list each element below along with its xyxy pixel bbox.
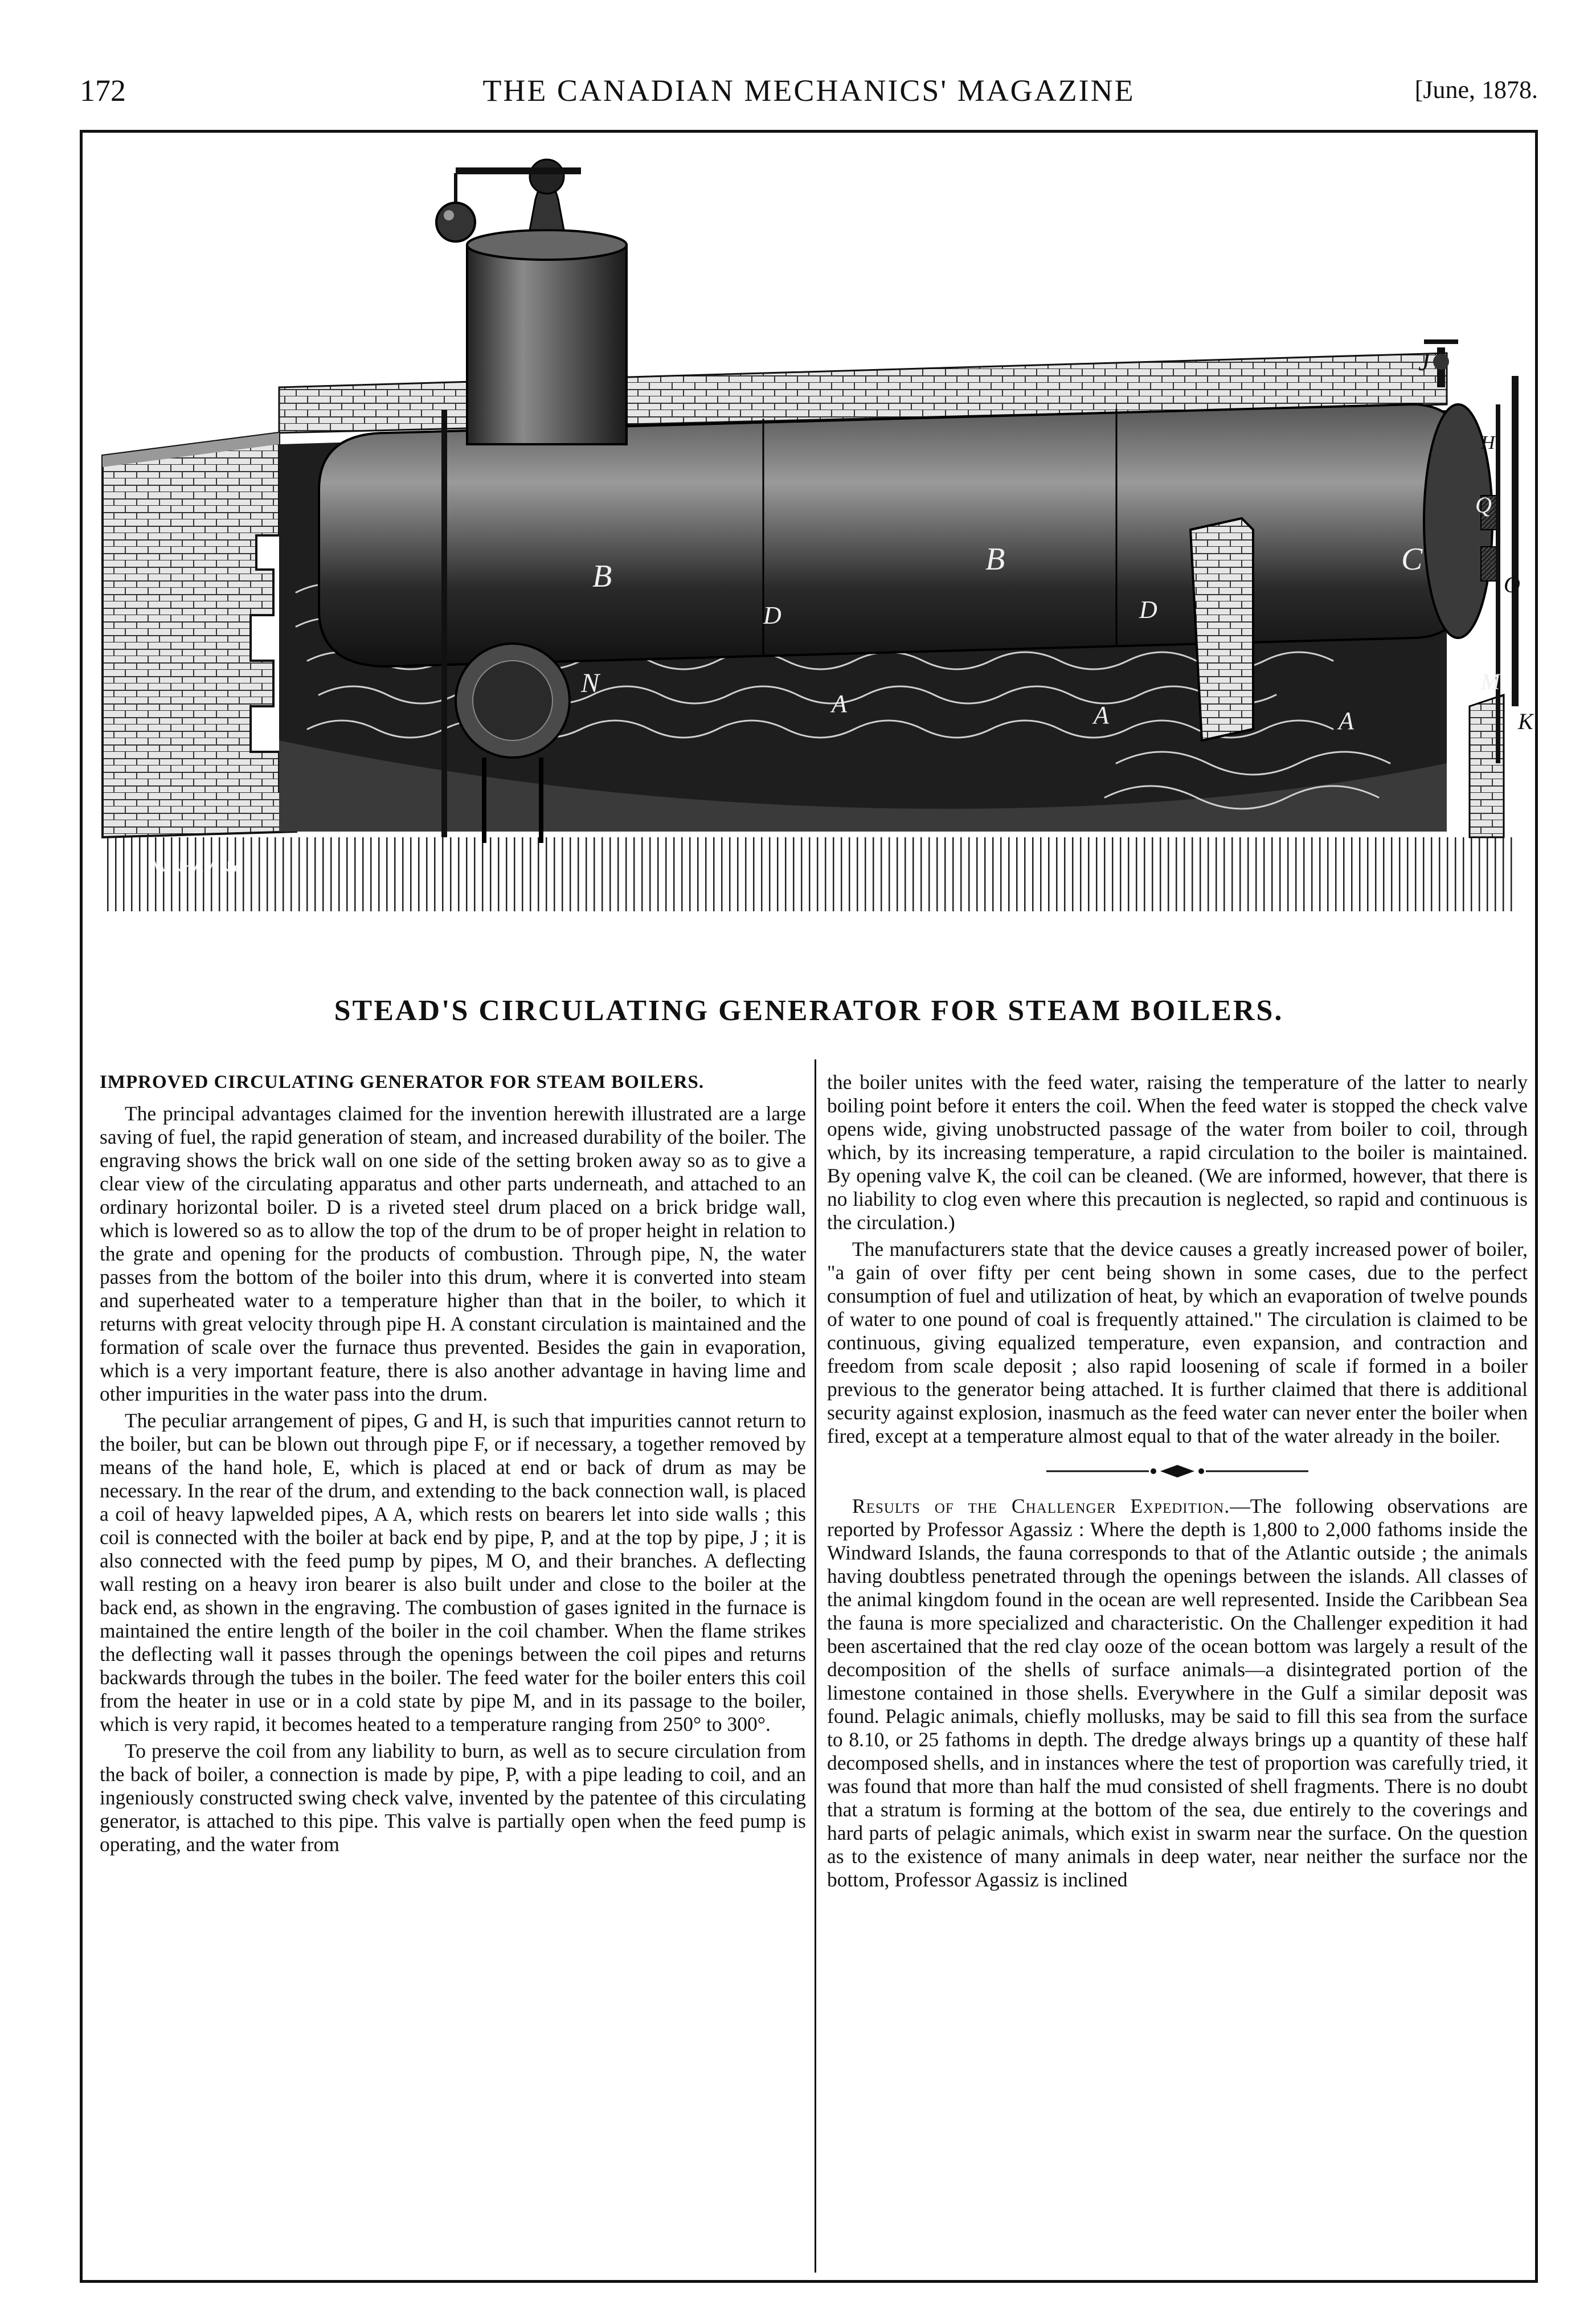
- label-j: J: [1418, 347, 1430, 376]
- steam-dome: [467, 159, 627, 444]
- article-paragraph: the boiler unites with the feed water, raising the temperature of the latter to nearly boiling point before it enters the coil. When the feed water is stopped the check valve opens wide, giving unobstructed passage of the water from boiler to coil, through which, by its increasing temperature, a rapid circulation to the boiler is maintained. By opening valve K, the coil can be cleaned. (We are informed, however, that there is no liability to clog even where this precaution is neglected, so rapid and continuous is the circulation.): [827, 1071, 1528, 1234]
- label-a3: A: [1339, 707, 1354, 735]
- label-k: K: [1518, 709, 1533, 734]
- engraver-signature: WINHAM.NY: [154, 858, 240, 875]
- issue-date: [June, 1878.: [1414, 76, 1538, 104]
- label-b2: B: [985, 542, 1005, 577]
- label-c: C: [1401, 542, 1423, 577]
- floor-hatching: [103, 837, 1515, 911]
- deflecting-wall: [1190, 518, 1253, 740]
- article-paragraph: The principal advantages claimed for the invention herewith illustrated are a large saving of fuel, the rapid generation of steam, and increased durability of the boiler. The engraving shows the brick wall on one side of the setting broken away so as to give a clear view of the circulating apparatus and other parts underneath, and attached to an ordinary horizontal boiler. D is a riveted steel drum placed on a brick bridge wall, which is lowered so as to allow the top of the drum to be of proper height in relation to the grate and opening for the products of combustion. Through pipe, N, the water passes from the bottom of the boiler into this drum, where it is converted into steam and superheated water to a temperature higher than that in the boiler, to which it returns with great velocity through pipe H. A constant circulation is maintained and the formation of scale over the furnace thus prevented. Besides the gain in evaporation, which is a very important feature, there is also another advantage in having lime and other impurities in the water pass into the drum.: [100, 1102, 806, 1405]
- results-title: Results of the Challenger Expedition.: [852, 1495, 1230, 1517]
- label-o: O: [1504, 572, 1520, 597]
- boiler-engraving: [91, 137, 1533, 968]
- results-body: —The following observations are reported by Professor Agassiz : Where the depth is 1,800 to 2,000 fathoms inside the Windward Islands, the fauna corresponds to that of the Atlantic outside ; the animals having doubtless penetrated through the openings between the islands. All classes of the animal kingdom found in the ocean are well represented. Inside the Caribbean Sea the fauna is more specialized and characteristic. On the Challenger expedition it had been ascertained that the red clay ooze of the ocean bottom was largely a result of the decomposition of the shells of surface animals—a disintegrated portion of the limestone contained in those shells. Everywhere in the Gulf a similar deposit was found. Pelagic animals, chiefly mollusks, may be said to fill this sea from the surface to 8.10, or 25 fathoms in depth. The dredge always brings up a quantity of these half decomposed shells, and in instances where the test of proportion was carefully tried, it was found that more than half the mud consisted of shell fragments. There is no doubt that a stratum is forming at the bottom of the sea, due entirely to the coverings and hard parts of pelagic animals, which exist in swarm near the surface. On the question as to the existence of many animals in deep water, near neither the surface nor the bottom, Professor Agassiz is inclined: [827, 1495, 1528, 1891]
- ornamental-divider: [1046, 1463, 1308, 1480]
- right-column: [827, 1071, 1528, 1892]
- page-number: 172: [80, 73, 126, 108]
- label-a1: A: [832, 690, 847, 718]
- page-header: [80, 73, 1538, 118]
- label-n: N: [581, 668, 600, 698]
- article-paragraph: The manufacturers state that the device causes a greatly increased power of boiler, "a gain of over fifty per cent being shown in some cases, due to the perfect consumption of fuel and utilization of heat, by which an evaporation of twelve pounds of water to one pound of coal is frequently attained." The circulation is claimed to be continuous, giving equalized temperature, even expansion, and contraction and freedom from scale deposit ; also rapid loosening of scale if formed in a boiler previous to the generator being attached. It is further claimed that there is additional security against explosion, inasmuch as the feed water can never enter the boiler when fired, except at a temperature almost equal to that of the water already in the boiler.: [827, 1238, 1528, 1447]
- label-q: Q: [1475, 492, 1492, 518]
- article-heading: IMPROVED CIRCULATING GENERATOR FOR STEAM BOILERS.: [100, 1072, 705, 1092]
- figure-caption: STEAD'S CIRCULATING GENERATOR FOR STEAM BOILERS.: [334, 994, 1284, 1027]
- label-h: H: [1481, 432, 1495, 453]
- magazine-title: THE CANADIAN MECHANICS' MAGAZINE: [482, 73, 1135, 108]
- results-paragraph: [827, 1495, 1528, 1892]
- article-paragraph: To preserve the coil from any liability to burn, as well as to secure circulation from the back of boiler, a connection is made by pipe, P, with a pipe leading to coil, and an ingeniously constructed swing check valve, invented by the patentee of this circulating generator, is attached to this pipe. This valve is partially open when the feed pump is operating, and the water from: [100, 1739, 806, 1856]
- column-divider: [815, 1059, 816, 2273]
- label-d2: D: [1139, 596, 1157, 624]
- label-a2: A: [1094, 701, 1109, 729]
- label-d1: D: [763, 601, 781, 629]
- article-paragraph: The peculiar arrangement of pipes, G and H, is such that impurities cannot return to the boiler, but can be blown out through pipe F, or if necessary, a together removed by means of the hand hole, E, which is placed at end or back of drum as may be necessary. In the rear of the drum, and extending to the back connection wall, is placed a coil of heavy lapwelded pipes, A A, which rests on bearers let into side walls ; this coil is connected with the boiler at back end by pipe, P, and at the top by pipe, J ; it is also connected with the feed pump by pipes, M O, and their branches. A deflecting wall resting on a heavy iron bearer is also built under and close to the boiler at the back end, as shown in the engraving. The combustion of gases ignited in the furnace is maintained the entire length of the boiler in the coil chamber. When the flame strikes the deflecting wall it passes through the openings between the coil pipes and returns backwards through the tubes in the boiler. The feed water for the boiler enters this coil from the heater in use or in a cold state by pipe M, and in its passage to the boiler, which is very rapid, it becomes heated to a temperature ranging from 250° to 300°.: [100, 1409, 806, 1735]
- label-m: M: [1481, 669, 1500, 694]
- left-brick-wall: [103, 433, 296, 837]
- label-b1: B: [592, 559, 612, 594]
- left-column: [100, 1071, 806, 1856]
